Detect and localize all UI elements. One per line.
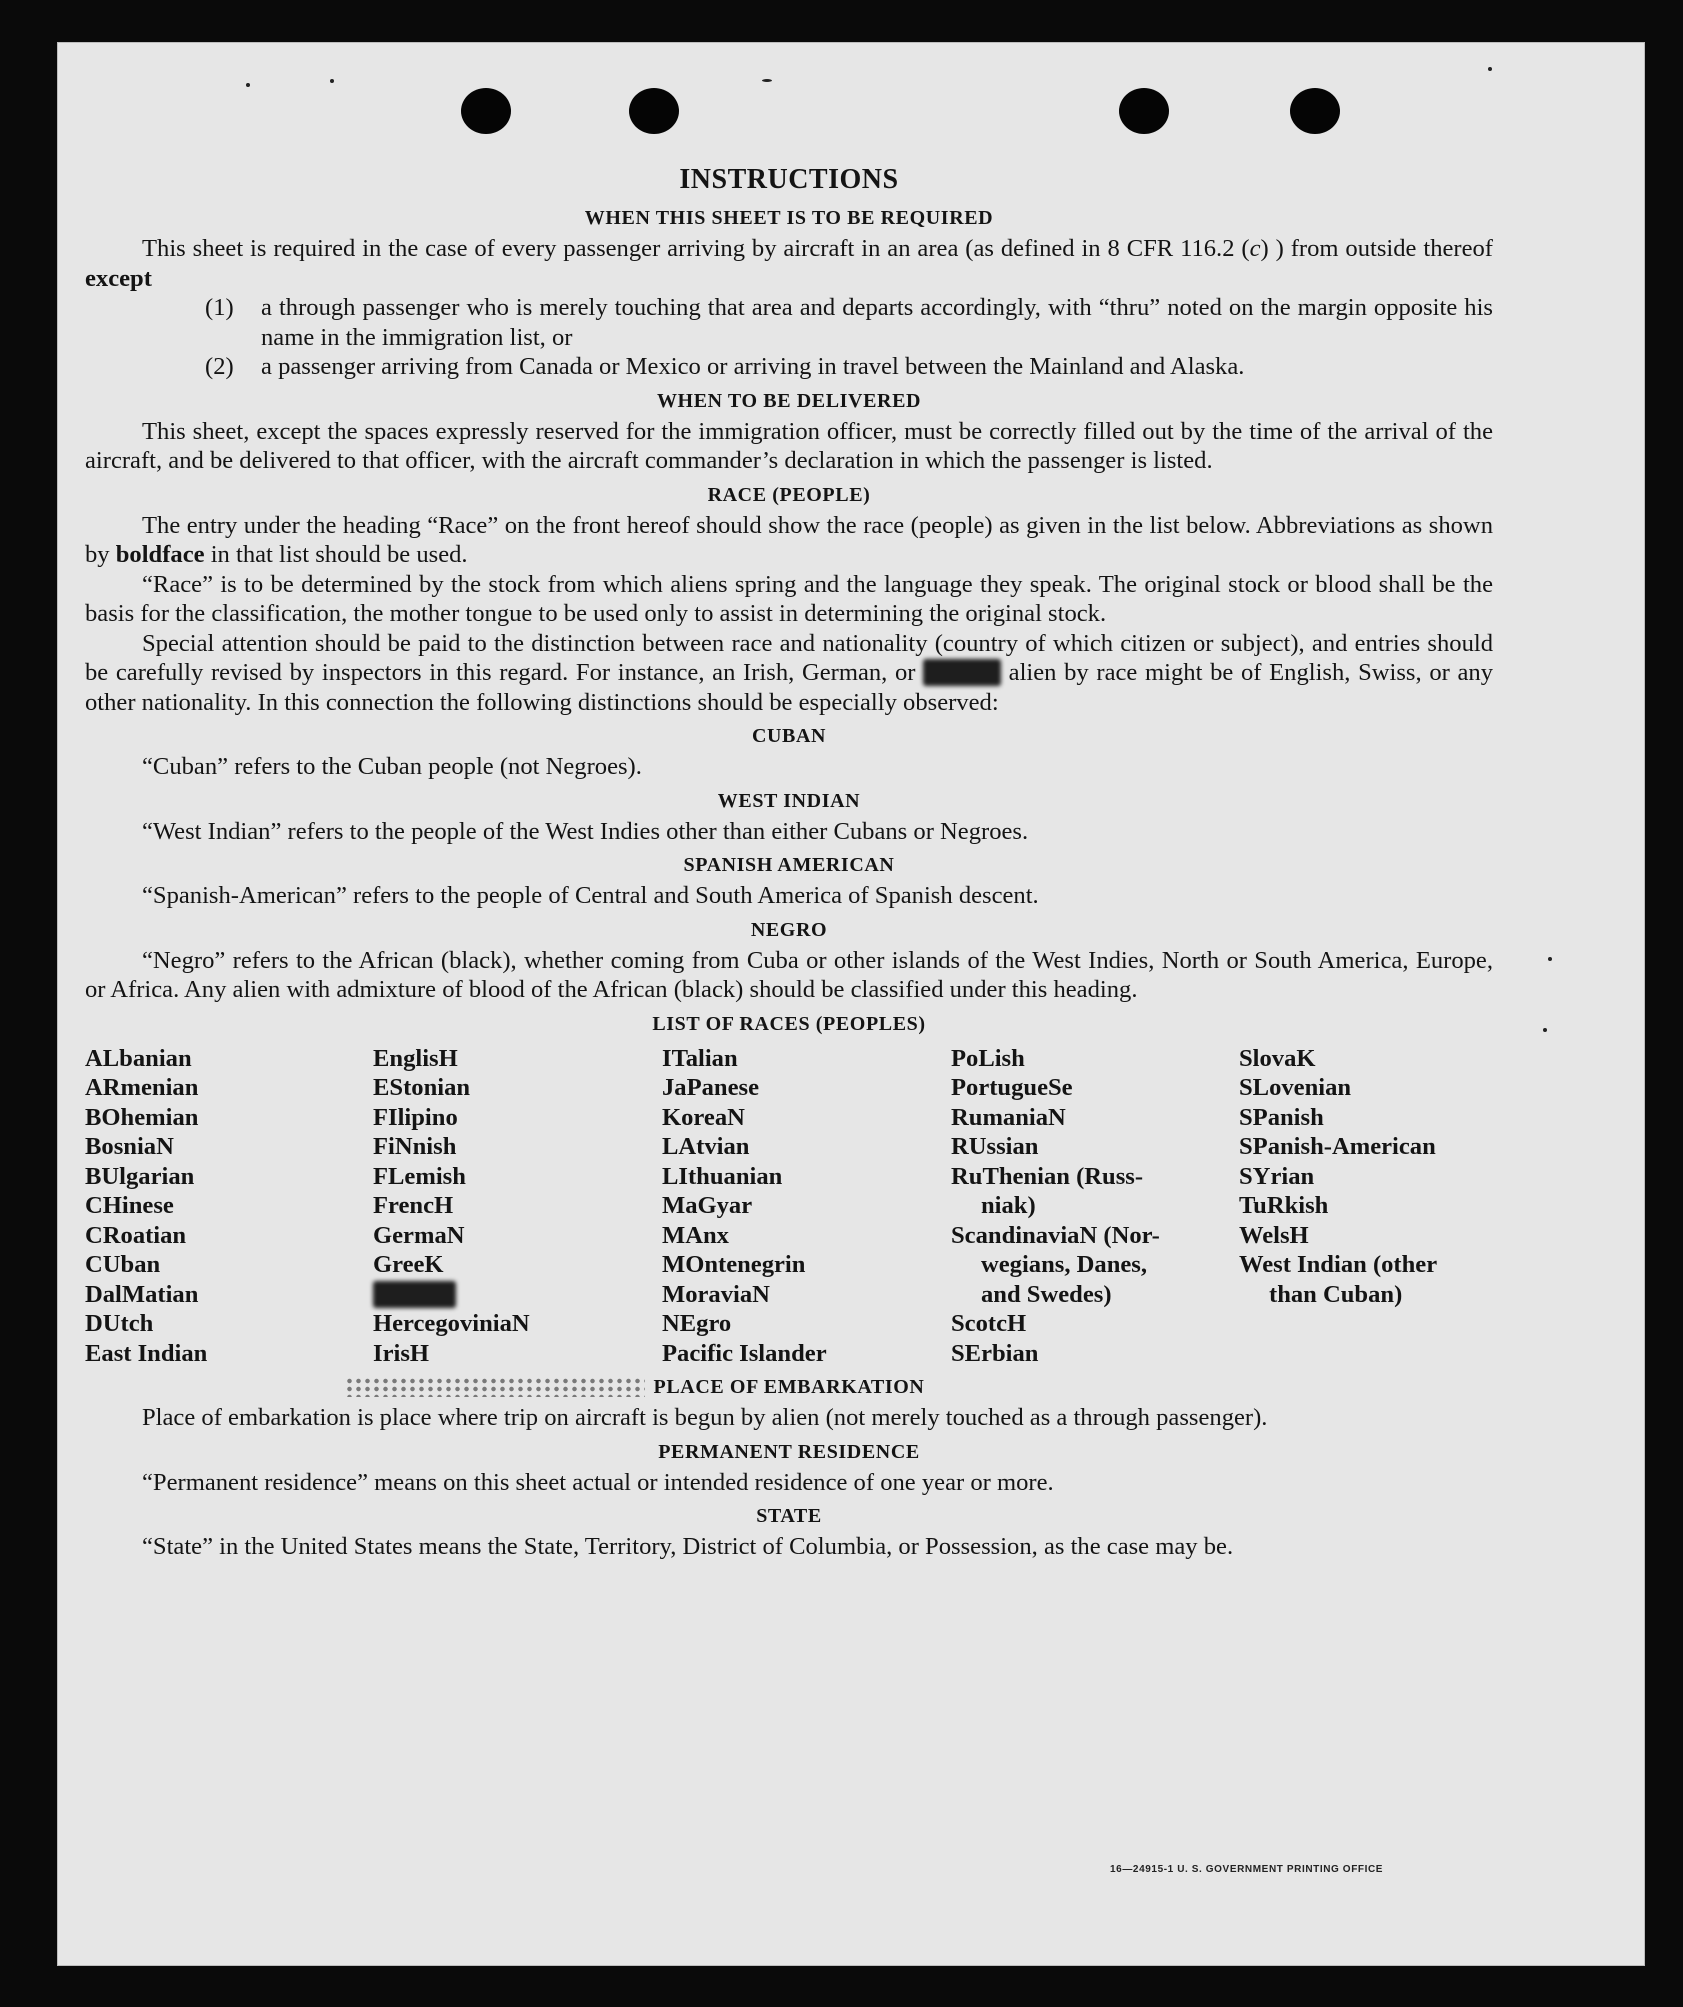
race-item: EStonian	[373, 1074, 471, 1101]
embarkation-text: Place of embarkation is place where trip on aircraft is begun by alien (not merely touched as a through passenger).	[142, 1404, 1268, 1431]
race-item: DalMatian	[85, 1280, 199, 1308]
race-item: CHinese	[85, 1192, 174, 1219]
race-item: GermaN	[373, 1221, 465, 1249]
race-item: SPanish	[1239, 1103, 1324, 1131]
section-heading: WEST INDIAN	[717, 789, 861, 812]
race-item: WelsH	[1239, 1221, 1309, 1249]
exception-item	[85, 352, 1493, 382]
race-item	[373, 1280, 662, 1310]
west-indian-text: “West Indian” refers to the people of the West Indies other than either Cubans or Negroes.	[142, 817, 1029, 845]
race-text: in that list should be used.	[204, 541, 468, 568]
race-item: MOntenegrin	[662, 1251, 806, 1278]
race-item: SlovaK	[1239, 1044, 1316, 1072]
section-heading: WHEN THIS SHEET IS TO BE REQUIRED	[584, 207, 994, 229]
section-heading: CUBAN	[751, 725, 827, 747]
race-text: The entry under the heading “Race” on the front hereof should show the race (people) as given in the list below. Abbreviations as shown by	[85, 511, 1493, 568]
race-item: ARmenian	[85, 1074, 199, 1101]
exception-item	[85, 293, 1493, 352]
document-sheet	[57, 42, 1645, 1966]
race-item: LIthuanian	[662, 1162, 783, 1190]
race-item: LAtvian	[662, 1133, 750, 1160]
race-item: TuRkish	[1239, 1192, 1329, 1219]
race-item: MaGyar	[662, 1192, 753, 1219]
paper-speck	[762, 79, 772, 82]
race-item: BosniaN	[85, 1133, 174, 1160]
punch-hole	[1119, 88, 1169, 134]
races-column	[951, 1044, 1239, 1369]
race-item: Pacific Islander	[662, 1339, 827, 1367]
paper-speck	[246, 83, 250, 87]
race-item: RumaniaN	[951, 1103, 1066, 1131]
race-paragraph	[85, 511, 1493, 570]
paper-speck	[330, 79, 334, 83]
paper-speck	[1548, 957, 1552, 961]
race-item: ScandinaviaN (Nor-	[951, 1221, 1160, 1249]
race-item: than Cuban)	[1269, 1280, 1403, 1308]
section-heading: SPANISH AMERICAN	[683, 854, 895, 876]
race-item: EnglisH	[373, 1044, 458, 1072]
race-item: PoLish	[951, 1044, 1025, 1072]
race-item: MAnx	[662, 1221, 729, 1249]
race-item: SLovenian	[1239, 1074, 1352, 1101]
intro-text: This sheet is required in the case of every passenger arriving by aircraft in an area (as defined in 8 CFR 116.2 (	[142, 235, 1250, 262]
redacted-race: Hebrew	[373, 1280, 456, 1308]
race-item: wegians, Danes,	[981, 1251, 1148, 1278]
race-item: FLemish	[373, 1162, 466, 1190]
race-item: GreeK	[373, 1251, 444, 1278]
race-item: NEgro	[662, 1310, 732, 1337]
section-heading: NEGRO	[750, 918, 828, 941]
section-heading: PERMANENT RESIDENCE	[658, 1440, 920, 1463]
negro-text: “Negro” refers to the African (black), whether coming from Cuba or other islands of the West Indies, North or South America, Europe, or Africa. Any alien with admixture of blood of the African (black) should be classified under this heading.	[85, 946, 1493, 1003]
races-column	[85, 1044, 373, 1369]
race-item: West Indian (other	[1239, 1251, 1438, 1278]
race-bold: boldface	[115, 541, 205, 568]
intro-bold: except	[85, 264, 152, 292]
intro-text: ) ) from outside thereof	[1260, 235, 1493, 262]
race-paragraph	[85, 629, 1493, 718]
redacted-word: Hebrew	[923, 659, 1001, 686]
punch-hole	[461, 88, 511, 134]
race-item: HercegoviniaN	[373, 1310, 530, 1337]
instructions-content	[85, 161, 1493, 1562]
spanish-american-text: “Spanish-American” refers to the people of Central and South America of Spanish descent.	[142, 882, 1039, 909]
delivered-text: This sheet, except the spaces expressly reserved for the immigration officer, must be correctly filled out by the time of the arrival of the aircraft, and be delivered to that officer, with the aircraft commander’s declaration in which the passenger is listed.	[85, 417, 1493, 474]
punch-hole	[1290, 88, 1340, 134]
races-column	[373, 1044, 662, 1369]
race-item: ScotcH	[951, 1310, 1027, 1337]
race-item: DUtch	[85, 1310, 154, 1337]
race-item: FrencH	[373, 1192, 454, 1219]
race-item: RuThenian (Russ-	[951, 1162, 1144, 1190]
race-item: niak)	[981, 1192, 1036, 1219]
race-item: ALbanian	[85, 1044, 192, 1072]
section-heading: PLACE OF EMBARKATION	[653, 1376, 925, 1398]
race-item: SPanish-American	[1239, 1133, 1436, 1160]
embarkation-heading-row	[85, 1373, 1493, 1401]
item-number: (2)	[205, 353, 234, 380]
race-item: RUssian	[951, 1133, 1039, 1160]
section-heading: WHEN TO BE DELIVERED	[656, 389, 922, 412]
races-list	[85, 1044, 1493, 1369]
race-text: Special attention should be paid to the distinction between race and nationality (country of which citizen or subject), and entries should be carefully revised by inspectors in this regard. For instance, an Irish, German, or	[85, 629, 1493, 686]
race-item: BOhemian	[85, 1103, 199, 1131]
race-item: CRoatian	[85, 1221, 187, 1249]
list-heading: LIST OF RACES (PEOPLES)	[652, 1012, 926, 1035]
section-heading: STATE	[756, 1505, 822, 1527]
race-item: FiNnish	[373, 1133, 457, 1160]
race-item: KoreaN	[662, 1103, 745, 1131]
punch-hole	[629, 88, 679, 134]
item-number: (1)	[205, 294, 234, 321]
race-item: IrisH	[373, 1339, 430, 1367]
print-office-footer: 16—24915-1 U. S. GOVERNMENT PRINTING OFFICE	[1110, 1864, 1384, 1875]
ink-smudge	[345, 1377, 645, 1397]
race-item: and Swedes)	[981, 1280, 1112, 1308]
residence-text: “Permanent residence” means on this sheet actual or intended residence of one year or more.	[142, 1468, 1054, 1496]
race-item: East Indian	[85, 1339, 208, 1367]
item-text: a passenger arriving from Canada or Mexico or arriving in travel between the Mainland and Alaska.	[261, 353, 1245, 380]
page-title: INSTRUCTIONS	[679, 164, 899, 195]
race-item: ITalian	[662, 1044, 738, 1072]
race-item: FIlipino	[373, 1103, 458, 1131]
paper-speck	[1488, 67, 1492, 71]
races-column	[662, 1044, 951, 1369]
race-item: CUban	[85, 1251, 161, 1278]
item-text: a through passenger who is merely touching that area and departs accordingly, with “thru” noted on the margin opposite his name in the immigration list, or	[261, 294, 1493, 351]
cuban-text: “Cuban” refers to the Cuban people (not Negroes).	[142, 753, 642, 780]
race-item: SYrian	[1239, 1162, 1315, 1190]
state-text: “State” in the United States means the State, Territory, District of Columbia, or Possession, as the case may be.	[142, 1533, 1234, 1560]
race-item: PortugueSe	[951, 1074, 1073, 1101]
race-text: alien by race might be of English, Swiss, or any other nationality. In this connection the following distinctions should be especially observed:	[85, 659, 1493, 716]
section-heading: RACE (PEOPLE)	[707, 483, 871, 506]
race-item: JaPanese	[662, 1074, 759, 1101]
intro-text: c	[1249, 235, 1261, 262]
race-item: SErbian	[951, 1339, 1039, 1367]
races-column	[1239, 1044, 1493, 1369]
required-intro	[85, 234, 1493, 293]
paper-speck	[1543, 1028, 1547, 1032]
race-item: MoraviaN	[662, 1280, 770, 1308]
race-item: BUlgarian	[85, 1162, 195, 1190]
race-paragraph: “Race” is to be determined by the stock from which aliens spring and the language they speak. The original stock or blood shall be the basis for the classification, the mother tongue to be used only to assist in determining the original stock.	[85, 570, 1493, 627]
